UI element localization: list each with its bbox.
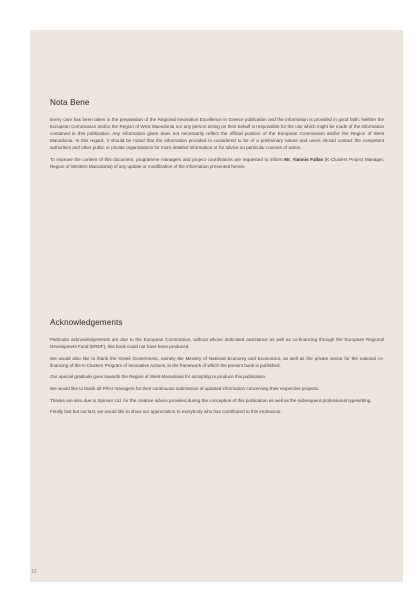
acknowledgement-paragraph: Finally last but not last, we would like to show our appreciation to everybody who has contributed to this endeavour. <box>50 409 282 415</box>
nota-bene-contact-paragraph <box>50 156 384 170</box>
contact-name: Mr. Yiannis Fallas <box>284 156 324 162</box>
acknowledgement-paragraph: Our special gratitude goes towards the Region of West Macedonia for accepting to produce this publication. <box>50 374 267 380</box>
acknowledgement-paragraph: Thanks are also due to Spinner Ltd. for the creative advice provided during the conception of this publication as well as the subsequent professional typesetting. <box>50 397 372 403</box>
nota-bene-section <box>50 98 384 175</box>
page-number: 10 <box>31 569 37 575</box>
nota-bene-paragraph: Every care has been taken in the preparation of the Regional Innovation Excellence in Greece publication and the information is provided in good faith. Neither the European Commission and/or the Region of West Macedonia nor any person acting on their behalf is responsible for the use which might be made of the information contained in this publication. Any information given does not necessarily reflect the official position of the European Commission and/or the Region of West Macedonia. In this regard, it should be noted that the information provided is considered to be of a preliminary nature and users should contact the competent authorities and other public or private organisations for more detailed information or for advice on particular courses of action. <box>50 117 384 151</box>
acknowledgement-paragraph: We would like to thank all PRAI managers for their continuous submission of updated information concerning their respective projects. <box>50 385 320 391</box>
acknowledgements-heading: Acknowledgements <box>50 318 123 327</box>
content-panel <box>30 30 403 582</box>
acknowledgement-paragraph: We would also like to thank the Greek Government, namely the Ministry of National Economy and Economics, as well as the private sector for the national co-financing of the K-Clusters Program of Innovative Actions, in the framework of which the present book is published. <box>50 355 384 368</box>
acknowledgement-paragraph: Particular acknowledgements are due to the European Commission, without whose dedicated assistance as well as co-financing through the European Regional Development Fund (ERDF), this book could not have been produced. <box>50 337 384 350</box>
contact-text-after: (K-Clusters Project Manager, Region of Western Macedonia) of any update or modification of the information presented herein. <box>50 156 384 170</box>
contact-text-before: To improve the content of this document, programme managers and project coordinators are requested to inform <box>50 156 285 162</box>
nota-bene-heading: Nota Bene <box>50 98 90 107</box>
acknowledgements-section <box>50 318 384 420</box>
